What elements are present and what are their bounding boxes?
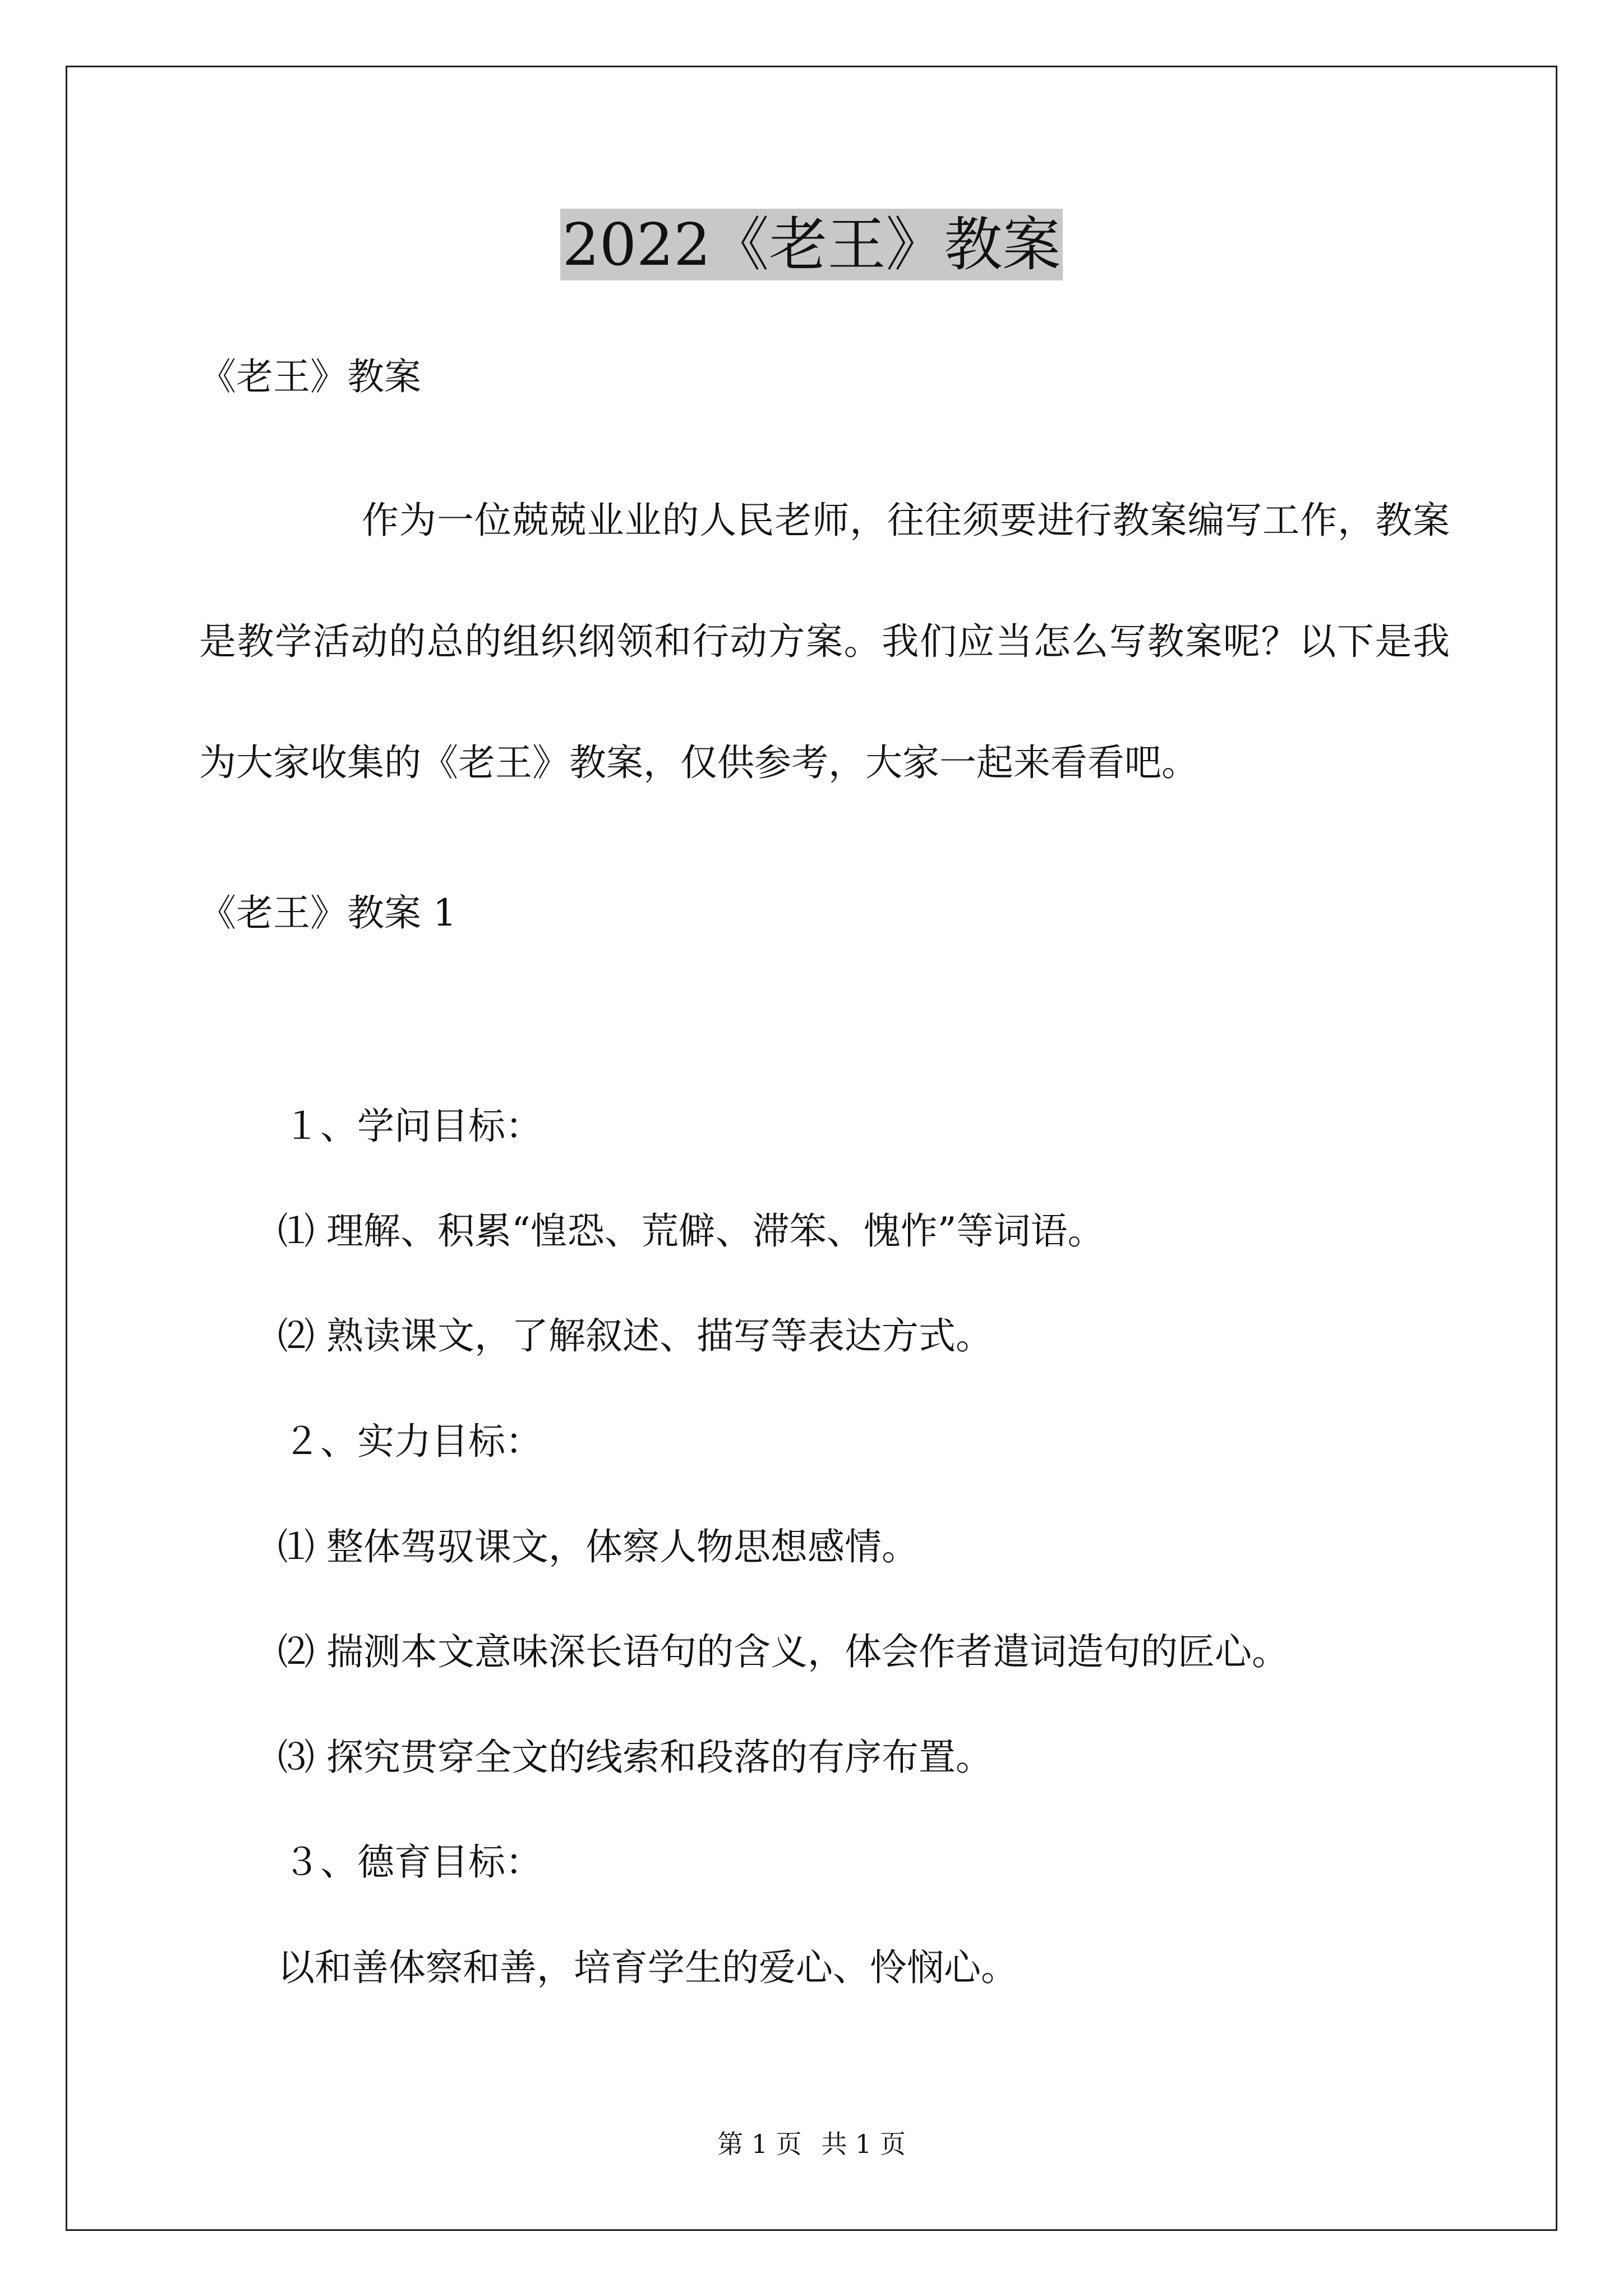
goal-heading-ability: ２、实力目标： — [283, 1420, 542, 1463]
goal-item: 以和善体察和善，培育学生的爱心、怜悯心。 — [278, 1946, 1018, 1989]
goal-item: ⑴ 整体驾驭课文，体察人物思想感情。 — [278, 1525, 919, 1568]
page-footer — [0, 2127, 1623, 2161]
page-number: 第 1 页 — [717, 2129, 802, 2159]
intro-paragraph: 作为一位兢兢业业的人民老师，往往须要进行教案编写工作，教案是教学活动的总的组织纲领和行动方案。我们应当怎么写教案呢？以下是我为大家收集的《老王》教案，仅供参考，大家一起来看看吧。 — [199, 499, 1450, 784]
goal-item: ⑵ 揣测本文意味深长语句的含义，体会作者遣词造句的匠心。 — [278, 1630, 1289, 1673]
goal-heading-moral: ３、德育目标： — [283, 1841, 542, 1884]
goal-heading-knowledge: １、学问目标： — [283, 1105, 542, 1148]
page-total: 共 1 页 — [821, 2129, 906, 2159]
goal-item: ⑶ 探究贯穿全文的线索和段落的有序布置。 — [278, 1736, 993, 1779]
document-title: 2022《老王》教案 — [560, 209, 1063, 280]
title-container — [0, 209, 1623, 280]
section-heading: 《老王》教案 1 — [199, 891, 457, 935]
goal-item: ⑵ 熟读课文，了解叙述、描写等表达方式。 — [278, 1314, 993, 1358]
document-subtitle: 《老王》教案 — [199, 355, 421, 398]
goal-item: ⑴ 理解、积累“惶恐、荒僻、滞笨、愧怍”等词语。 — [278, 1209, 1105, 1253]
